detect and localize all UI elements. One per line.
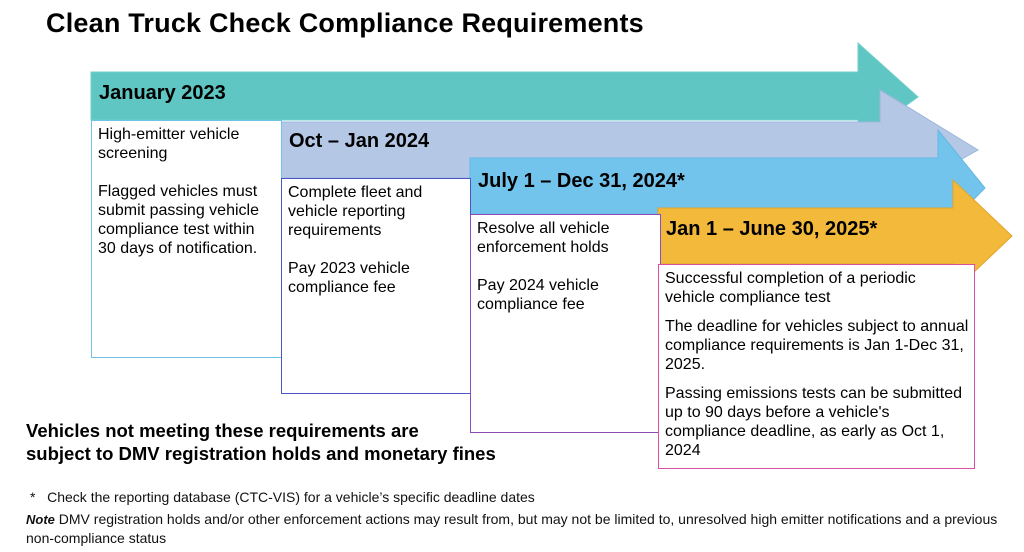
warning-line-2: subject to DMV registration holds and monetary fines — [26, 443, 496, 464]
footnote-asterisk — [30, 488, 535, 506]
asterisk-marker: * — [30, 489, 36, 505]
phase-2-label: Oct – Jan 2024 — [289, 130, 430, 152]
phase-4-item: Passing emissions tests can be submitted up to 90 days before a vehicle's compliance deadline, as early as Oct 1, 2024 — [665, 385, 963, 459]
page-title: Clean Truck Check Compliance Requirements — [46, 8, 644, 38]
note-label: Note — [26, 512, 55, 527]
asterisk-text: Check the reporting database (CTC-VIS) for a vehicle’s specific deadline dates — [47, 489, 535, 505]
phase-2-details — [281, 178, 471, 394]
phase-4-item: Successful completion of a periodic vehicle compliance test — [665, 270, 916, 306]
phase-4-label: Jan 1 – June 30, 2025* — [666, 218, 878, 240]
phase-3-item: Resolve all vehicle enforcement holds — [477, 220, 610, 256]
phase-4-details — [658, 264, 975, 469]
phase-2-item: Complete fleet and vehicle reporting requirements — [288, 184, 423, 239]
phase-1-label: January 2023 — [99, 82, 226, 104]
phase-3-item: Pay 2024 vehicle compliance fee — [477, 277, 599, 313]
warning-line-1: Vehicles not meeting these requirements are — [26, 420, 419, 441]
footnote-note — [26, 510, 1016, 547]
phase-4-item: The deadline for vehicles subject to annual compliance requirements is Jan 1-Dec 31, 2025. — [665, 318, 969, 373]
phase-3-details — [470, 214, 661, 433]
compliance-warning — [26, 419, 496, 465]
phase-2-item: Pay 2023 vehicle compliance fee — [288, 260, 410, 296]
phase-3-label: July 1 – Dec 31, 2024* — [478, 170, 685, 192]
phase-1-item: Flagged vehicles must submit passing vehicle compliance test within 30 days of notification. — [98, 183, 259, 257]
phase-1-details — [91, 120, 282, 358]
note-text: DMV registration holds and/or other enforcement actions may result from, but may not be limited to, unresolved high emitter notifications and a previous non-compliance status — [26, 511, 998, 546]
phase-1-item: High-emitter vehicle screening — [98, 126, 240, 162]
